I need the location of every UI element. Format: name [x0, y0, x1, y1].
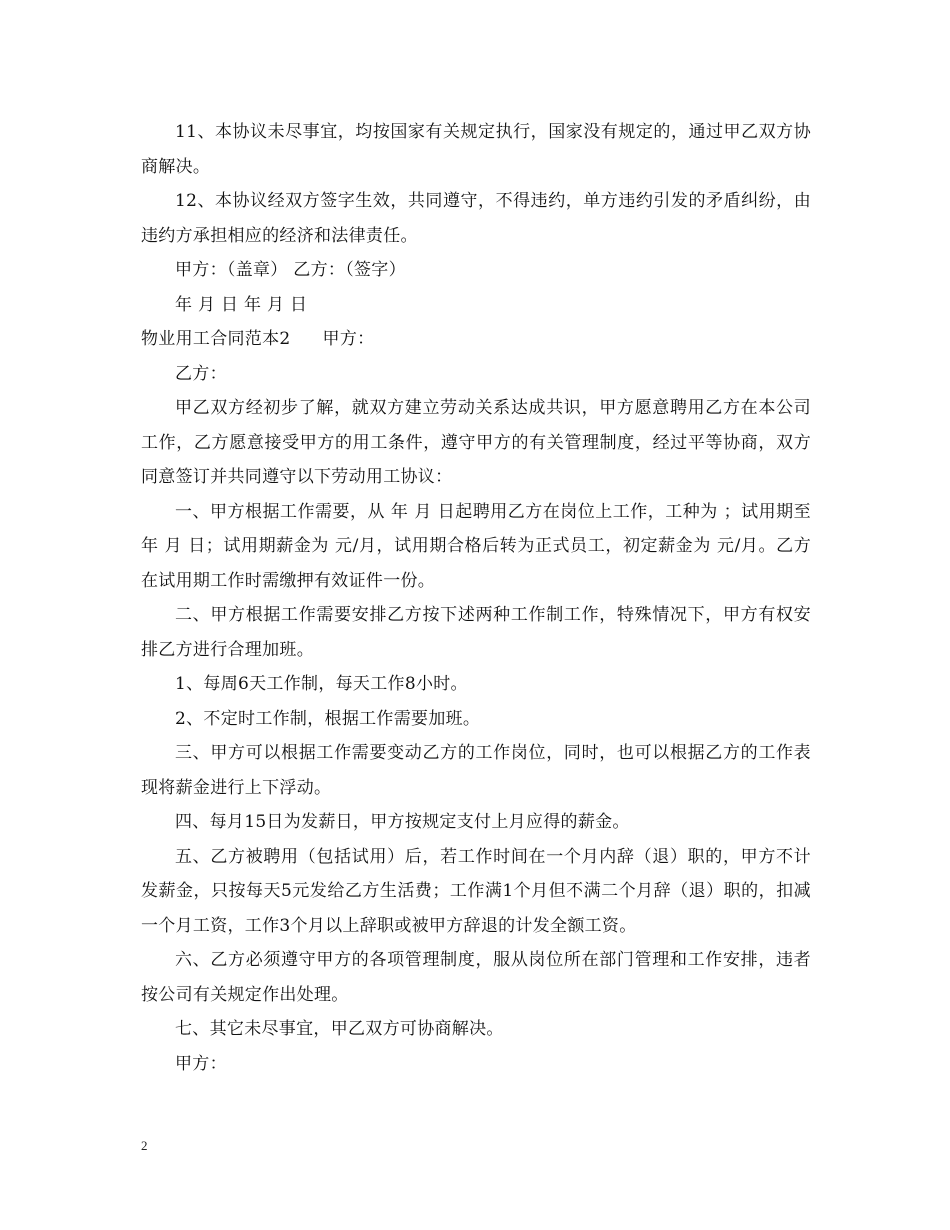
clause-11: 11、本协议未尽事宜，均按国家有关规定执行，国家没有规定的，通过甲乙双方协商解决。	[141, 122, 811, 177]
article-2: 二、甲方根据工作需要安排乙方按下述两种工作制工作，特殊情况下，甲方有权安排乙方进行合理加班。	[141, 605, 811, 660]
party-b-label: 乙方：	[175, 363, 227, 384]
article-4: 四、每月15日为发薪日，甲方按规定支付上月应得的薪金。	[175, 812, 630, 832]
article-7: 七、其它未尽事宜，甲乙双方可协商解决。	[175, 1019, 504, 1039]
section-title-party: 甲方：	[322, 329, 375, 349]
section-title-line	[141, 322, 811, 357]
article-1: 一、甲方根据工作需要，从 年 月 日起聘用乙方在岗位上工作，工种为 ；试用期至 年 月 日；试用期薪金为 元/月，试用期合格后转为正式员工，初定薪金为 元/月。乙方在试用期工作时需缴押有效证件一份。	[141, 501, 811, 591]
clause-12: 12、本协议经双方签字生效，共同遵守，不得违约，单方违约引发的矛盾纠纷，由违约方承担相应的经济和法律责任。	[141, 191, 811, 246]
article-2-item-2: 2、不定时工作制，根据工作需要加班。	[175, 708, 481, 729]
date-line: 年 月 日 年 月 日	[175, 294, 308, 315]
signature-line: 甲方：（盖章） 乙方：（签字）	[175, 260, 406, 280]
article-5: 五、乙方被聘用（包括试用）后，若工作时间在一个月内辞（退）职的，甲方不计发薪金，只按每天5元发给乙方生活费；工作满1个月但不满二个月辞（退）职的，扣减一个月工资，工作3个月以上辞职或被甲方辞退的计发全额工资。	[141, 846, 811, 936]
article-6: 六、乙方必须遵守甲方的各项管理制度，服从岗位所在部门管理和工作安排，违者按公司有关规定作出处理。	[141, 950, 811, 1005]
party-a-closing-label: 甲方：	[175, 1053, 227, 1074]
article-3: 三、甲方可以根据工作需要变动乙方的工作岗位，同时，也可以根据乙方的工作表现将薪金进行上下浮动。	[141, 743, 811, 798]
agreement-intro: 甲乙双方经初步了解，就双方建立劳动关系达成共识，甲方愿意聘用乙方在本公司工作，乙方愿意接受甲方的用工条件，遵守甲方的有关管理制度，经过平等协商，双方同意签订并共同遵守以下劳动用工协议：	[141, 398, 811, 487]
section-title: 物业用工合同范本2	[141, 329, 291, 349]
article-2-item-1: 1、每周6天工作制，每天工作8小时。	[175, 674, 468, 694]
document-body	[141, 115, 811, 1081]
page-number: 2	[141, 1138, 148, 1153]
